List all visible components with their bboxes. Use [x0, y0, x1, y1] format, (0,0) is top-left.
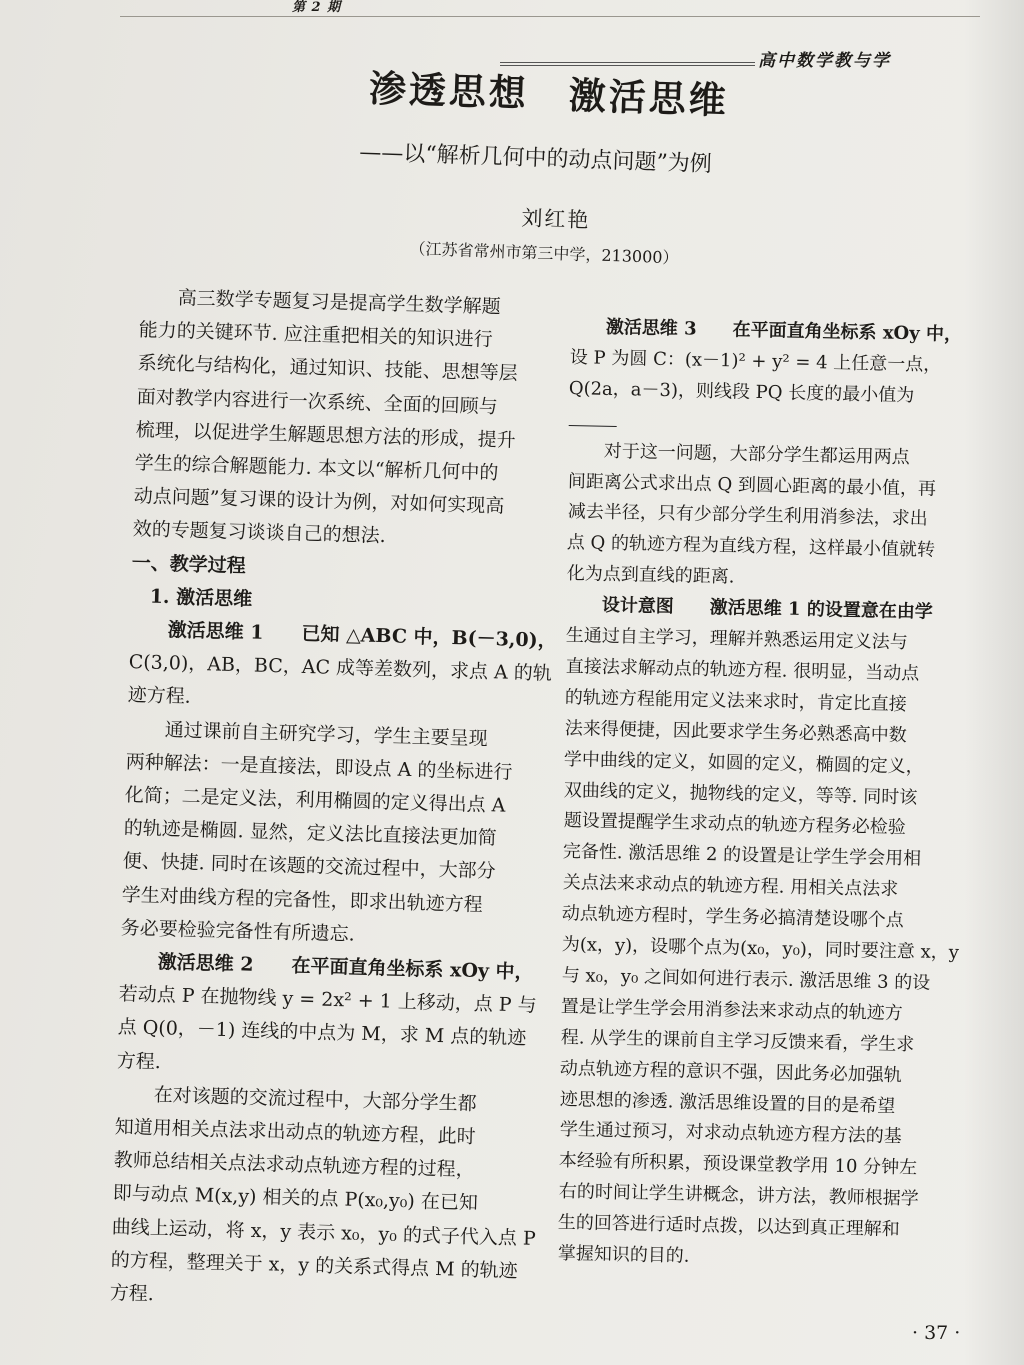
right-column-line: 生通过自主学习，理解并熟悉运用定义法与: [565, 625, 908, 654]
right-column-line: 间距离公式求出点 Q 到圆心距离的最小值，再: [567, 470, 937, 500]
left-column-line: 面对教学内容进行一次系统、全面的回顾与: [136, 385, 498, 418]
left-column-line: 动点问题”复习课的设计为例，对如何实现高: [133, 485, 505, 518]
left-column-line: 激活思维 1 已知 △ABC 中，B(－3,0)，: [129, 618, 557, 652]
left-column-line: 激活思维 2 在平面直角坐标系 xOy 中，: [119, 950, 534, 984]
answer-blank: [568, 411, 616, 427]
right-column-line: 化为点到直线的距离.: [566, 563, 735, 588]
left-column-line: 一、教学过程: [131, 551, 247, 577]
left-column-line: 即与动点 M(x,y) 相关的点 P(x₀,y₀) 在已知: [112, 1182, 479, 1215]
right-column-line: 激活思维 3 在平面直角坐标系 xOy 中，: [569, 316, 963, 346]
left-column-line: 高三数学专题复习是提高学生数学解题: [139, 286, 501, 319]
article-title: 渗透思想 激活思维: [368, 65, 730, 123]
article-subtitle: ——以“解析几何中的动点问题”为例: [358, 139, 713, 178]
right-column-line: 关点法来求动点的轨迹方程. 用相关点法求: [562, 872, 899, 901]
right-column-line: 双曲线的定义，抛物线的定义，等等. 同时该: [563, 779, 918, 808]
previous-page-strip: [120, 0, 980, 17]
left-column-line: 学生的综合解题能力. 本文以“解析几何中的: [134, 452, 499, 485]
left-column-line: 方程.: [109, 1282, 155, 1306]
left-column-line: 方程.: [116, 1049, 162, 1073]
right-column-line: Q(2a，a－3)，则线段 PQ 长度的最小值为: [568, 377, 915, 407]
right-column-line: 完备性. 激活思维 2 的设置是让学生学会用相: [562, 841, 922, 870]
right-column-line: 置是让学生学会用消参法来求动点的轨迹方: [560, 995, 904, 1024]
left-column-line: 1. 激活思维: [130, 584, 253, 611]
left-column-line: 两种解法：一是直接法，即设点 A 的坐标进行: [125, 750, 513, 784]
right-column-line: 右的时间让学生讲概念，讲方法，教师根据学: [558, 1181, 919, 1210]
right-column-line: 法来得便捷，因此要求学生务必熟悉高中数: [564, 717, 907, 746]
left-column-line: 便、快捷. 同时在该题的交流过程中，大部分: [122, 850, 497, 883]
right-column-line: 设 P 为圆 C：(x－1)² + y² = 4 上任意一点，: [569, 346, 942, 376]
left-column-line: 通过课前自主研究学习，学生主要呈现: [126, 717, 488, 750]
right-column-line: 设计意图 激活思维 1 的设置意在由学: [565, 594, 934, 623]
author-affiliation: （江苏省常州市第三中学，213000）: [409, 238, 679, 268]
left-column-line: 曲线上运动，将 x，y 表示 x₀，y₀ 的式子代入点 P: [111, 1215, 537, 1250]
right-column-line: 点 Q 的轨迹方程为直线方程，这样最小值就转: [566, 532, 936, 562]
left-column-line: 梳理，以促进学生解题思想方法的形成，提升: [135, 418, 516, 452]
right-column-line: 掌握知识的目的.: [557, 1243, 690, 1267]
left-column-line: 在对该题的交流过程中，大部分学生都: [115, 1082, 477, 1115]
right-column-line: 生的回答进行适时点拨，以达到真正理解和: [557, 1212, 901, 1241]
left-column-line: 效的专题复习谈谈自己的想法.: [132, 518, 387, 548]
left-column-line: 迹方程.: [127, 684, 192, 709]
right-column-line: 迹思想的渗透. 激活思维设置的目的是希望: [559, 1088, 896, 1117]
left-column-line: 若动点 P 在抛物线 y = 2x² + 1 上移动，点 P 与: [118, 983, 537, 1017]
journal-name: 高中数学教与学: [758, 51, 891, 71]
right-column-line: [568, 411, 616, 431]
running-header-issue: 第 2 期: [292, 0, 342, 15]
left-column-line: 知道用相关点法求出动点的轨迹方程，此时: [114, 1116, 476, 1149]
left-column-line: 化简；二是定义法，利用椭圆的定义得出点 A: [124, 784, 506, 817]
right-column-line: 学生通过预习，对求动点轨迹方程方法的基: [559, 1119, 902, 1148]
right-column-line: 的轨迹方程能用定义法来求时，肯定比直接: [564, 686, 908, 715]
left-column-line: 点 Q(0，－1) 连线的中点为 M，求 M 点的轨迹: [117, 1016, 527, 1050]
right-column-line: 动点轨迹方程的意识不强，因此务必加强轨: [559, 1057, 903, 1086]
right-column-line: 程. 从学生的课前自主学习反馈来看，学生求: [560, 1026, 915, 1056]
right-column-line: 与 x₀，y₀ 之间如何进行表示. 激活思维 3 的设: [561, 964, 931, 994]
right-column-line: 减去半径，只有少部分学生利用消参法，求出: [567, 501, 928, 530]
right-column-line: 题设置提醒学生求动点的轨迹方程务必检验: [563, 810, 906, 839]
page-edge-shadow: [964, 0, 1024, 1365]
right-column-line: 学中曲线的定义，如圆的定义，椭圆的定义，: [563, 748, 925, 778]
right-column-line: 为(x，y)，设哪个点为(x₀，y₀)，同时要注意 x，y: [561, 934, 960, 964]
left-column-line: 的轨迹是椭圆. 显然，定义法比直接法更加简: [123, 817, 498, 850]
right-column-line: 直接法求解动点的轨迹方程. 很明显，当动点: [565, 655, 920, 685]
left-column-line: 务必要检验完备性有所遗忘.: [120, 916, 356, 946]
right-column-line: 对于这一问题，大部分学生都运用两点: [567, 439, 911, 468]
left-column-line: 能力的关键环节. 应注重把相关的知识进行: [138, 319, 494, 352]
left-column-line: 学生对曲线方程的完备性，即求出轨迹方程: [121, 883, 483, 916]
left-column-line: 系统化与结构化，通过知识、技能、思想等层: [137, 352, 518, 385]
article-author: 刘红艳: [521, 205, 591, 233]
left-column-line: C(3,0)，AB，BC，AC 成等差数列，求点 A 的轨: [128, 651, 553, 685]
right-column-line: 动点轨迹方程时，学生务必搞清楚设哪个点: [561, 903, 905, 932]
left-column-line: 的方程，整理关于 x，y 的关系式得点 M 的轨迹: [110, 1248, 518, 1283]
left-column-line: 教师总结相关点法求动点轨迹方程的过程，: [113, 1149, 475, 1182]
right-column-line: 本经验有所积累，预设课堂教学用 10 分钟左: [558, 1150, 918, 1179]
page-number: · 37 ·: [912, 1322, 961, 1344]
